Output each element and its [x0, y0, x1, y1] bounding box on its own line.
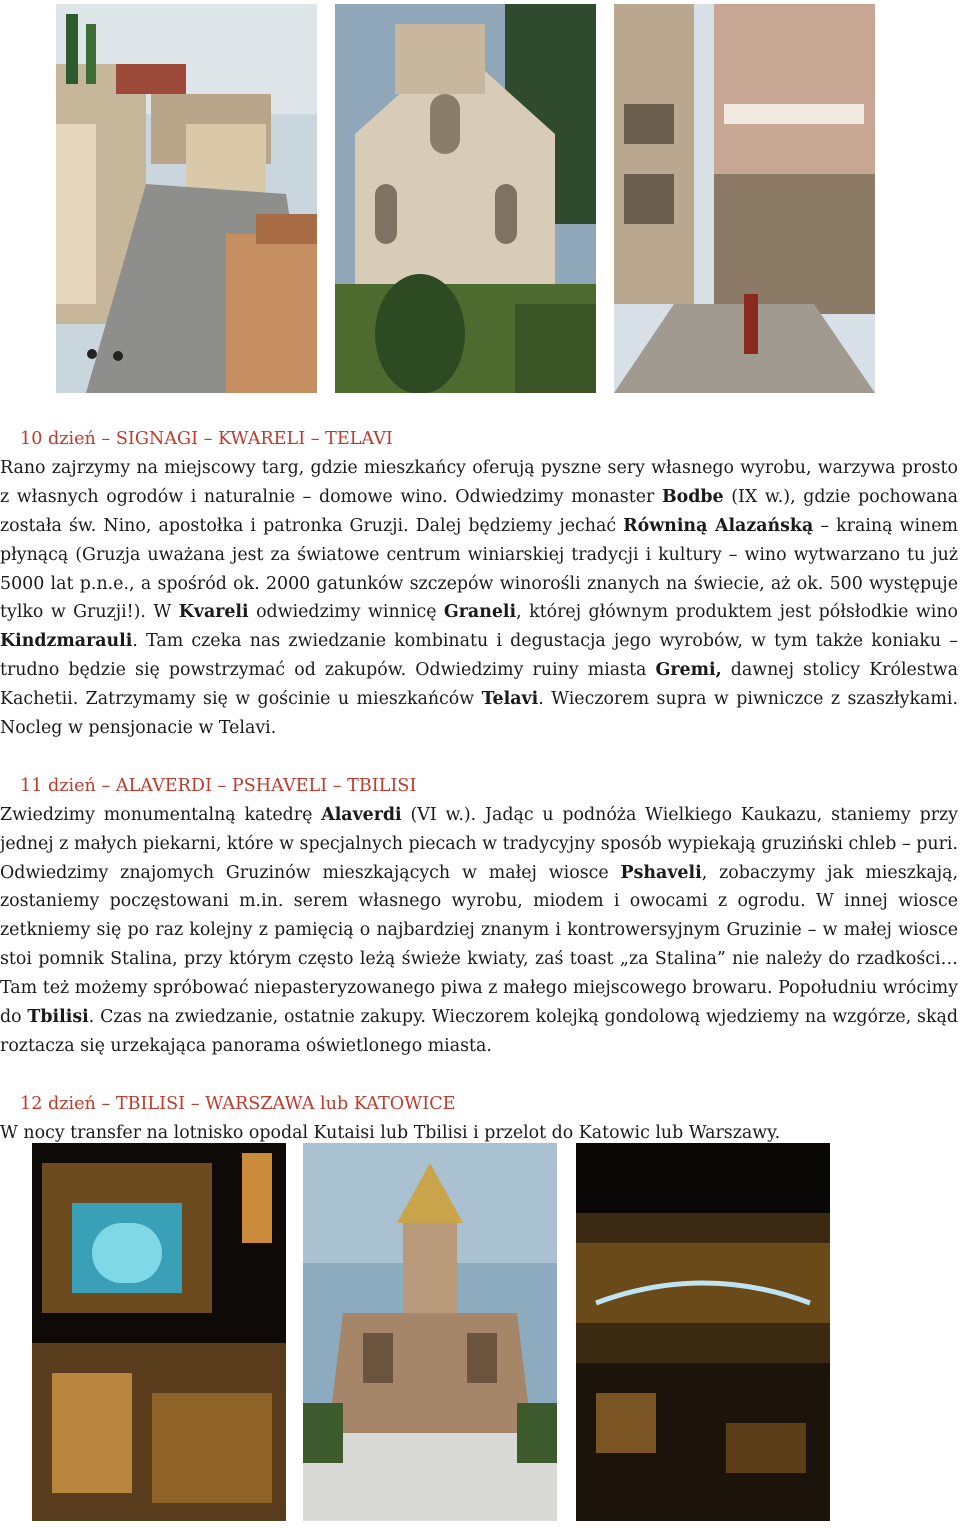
text-run: Rano zajrzymy na miejscowy targ, gdzie mieszkańcy oferują pyszne sery własnego wyrobu, warzywa prosto z własnych ogrodów i naturalnie – domowe wino. Odwiedzimy monaster [0, 457, 958, 507]
photo-telavi-street [614, 4, 875, 393]
text-run: . Czas na zwiedzanie, ostatnie zakupy. Wieczorem kolejką gondolową wjedziemy na wzgórze, skąd roztacza się urzekająca panorama oświetlonego miasta. [0, 1007, 958, 1057]
text-run: , zobaczymy jak mieszkają, zostaniemy poczęstowani m.in. serem własnego wyrobu, miodem i owocami z ogrodu. W innej wiosce zetkniemy się po raz kolejny z pamięcią o najbardziej znanym i kontrowersyjnym Gruzinie – w małej wiosce stoi pomnik Stalina, przy którym często leżą świeże kwiaty, zaś toast „za Stalina” nie należy do rzadkości… Tam też możemy spróbować niepasteryzowanego piwa z małego miejscowego browaru. Popołudniu wrócimy do [0, 862, 958, 1028]
day-10-section [0, 425, 958, 743]
day-heading: 10 dzień – SIGNAGI – KWARELI – TELAVI [20, 429, 393, 449]
text-run: W nocy transfer na lotnisko opodal Kutaisi lub Tbilisi i przelot do Katowic lub Warszawy. [0, 1122, 781, 1143]
itinerary-content [0, 425, 958, 1148]
text-run: (IX w.), gdzie pochowana została św. Nino, apostołka i patronka Gruzji. Dalej będziemy jechać [0, 486, 958, 536]
bold-place-name: Tbilisi [27, 1007, 89, 1028]
bold-place-name: Bodbe [661, 486, 724, 507]
bold-place-name: Pshaveli [620, 862, 702, 883]
day-heading: 12 dzień – TBILISI – WARSZAWA lub KATOWICE [20, 1093, 456, 1114]
day-12-section [0, 1090, 958, 1148]
photo-bodbe-monastery [335, 4, 596, 393]
bold-place-name: Alaverdi [321, 804, 402, 825]
day-description [0, 801, 958, 1061]
bold-place-name: Kindzmarauli [0, 631, 133, 652]
text-run: , której głównym produktem jest półsłodkie wino [516, 602, 958, 623]
day-description [0, 454, 958, 743]
photo-sameba-cathedral [303, 1143, 557, 1521]
text-run: – krainą winem płynącą (Gruzja uważana jest za światowe centrum winiarskiej tradycji i kultury – wino wytwarzano tu już 5000 lat p.n.e., a spośród ok. 2000 gatunków szczepów winorośli znanych na świecie, aż ok. 500 występuje tylko w Gruzji!). W [0, 515, 958, 623]
text-run: (VI w.). Jadąc u podnóża Wielkiego Kaukazu, staniemy przy jednej z małych piekarni, które w specjalnych piecach w tradycyjny sposób wypiekają gruziński chleb – puri. Odwiedzimy znajomych Gruzinów mieszkających w małej wiosce [0, 804, 959, 883]
text-run: . Wieczorem supra w piwniczce z szaszłykami. Nocleg w pensjonacie w Telavi. [0, 689, 958, 739]
day-heading: 11 dzień – ALAVERDI – PSHAVELI – TBILISI [20, 775, 417, 796]
text-run: dawnej stolicy Królestwa Kachetii. Zatrzymamy się w gościnie u mieszkańców [0, 660, 958, 710]
bold-place-name: Graneli [443, 602, 517, 623]
bold-place-name: Równiną Alazańską [623, 515, 814, 536]
day-11-section [0, 772, 958, 1061]
bold-place-name: Kvareli [178, 602, 249, 623]
text-run: Zwiedzimy monumentalną katedrę [0, 804, 322, 825]
text-run: odwiedzimy winnicę [248, 602, 444, 623]
bold-place-name: Gremi, [655, 660, 722, 681]
bold-place-name: Telavi [481, 689, 539, 710]
text-run: . Tam czeka nas zwiedzanie kombinatu i degustacja jego wyrobów, w tym także koniaku – trudno będzie się powstrzymać od zakupów. Odwiedzimy ruiny miasta [0, 631, 958, 681]
photo-tbilisi-night-panorama [576, 1143, 830, 1521]
photo-tbilisi-baths-night [32, 1143, 286, 1521]
photo-signagi-street [56, 4, 317, 393]
